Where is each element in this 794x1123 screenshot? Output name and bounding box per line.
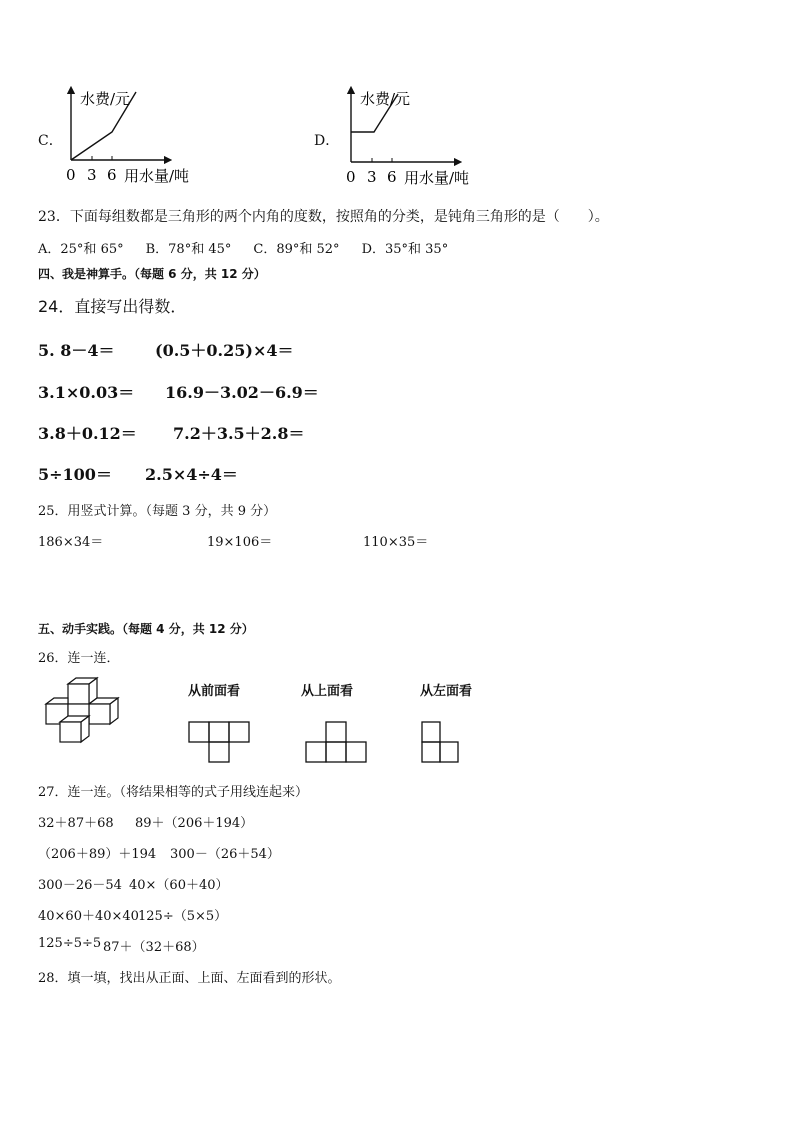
q28-stem: 28．填一填，找出从正面、上面、左面看到的形状。 xyxy=(38,971,341,986)
x-axis-label: 用水量/吨 xyxy=(404,169,470,187)
q27-r3-left: 300－26－54 xyxy=(38,878,122,893)
y-axis-label: 水费/元 xyxy=(80,90,131,108)
q23-option-d: D．35°和 35° xyxy=(361,242,449,257)
view-label-left: 从左面看 xyxy=(420,684,473,699)
q23-options xyxy=(38,238,448,257)
q27-r4-right: 125÷（5×5） xyxy=(138,909,228,924)
q27-stem: 27．连一连。（将结果相等的式子用线连起来） xyxy=(38,785,309,800)
q24-r3-left: 3.8＋0.12＝ xyxy=(38,424,137,443)
q24-stem: 24．直接写出得数． xyxy=(38,297,187,316)
q26-stem: 26．连一连． xyxy=(38,651,120,666)
q24-r4-right: 2.5×4÷4＝ xyxy=(145,465,238,484)
q25-item-3: 110×35＝ xyxy=(363,535,429,550)
y-axis-label: 水费/元 xyxy=(360,90,411,108)
option-c-graph xyxy=(60,84,220,190)
option-d-graph xyxy=(340,84,500,190)
tick-label-3: 3 xyxy=(367,168,377,186)
top-view-shape xyxy=(303,719,373,767)
q24-r1-left: 5. 8－4＝ xyxy=(38,341,115,360)
q25-stem: 25．用竖式计算。（每题 3 分，共 9 分） xyxy=(38,504,277,519)
front-view-shape xyxy=(186,719,256,767)
q23-option-c: C．89°和 52° xyxy=(253,242,340,257)
tick-label-6: 6 xyxy=(107,166,117,184)
tick-label-6: 6 xyxy=(387,168,397,186)
view-label-top: 从上面看 xyxy=(301,684,354,699)
q27-r1-left: 32＋87＋68 xyxy=(38,816,114,831)
q23-stem: 23．下面每组数都是三角形的两个内角的度数，按照角的分类，是钝角三角形的是（ ）。 xyxy=(38,209,609,225)
q27-r4-left: 40×60＋40×40 xyxy=(38,909,139,924)
q24-r3-right: 7.2＋3.5＋2.8＝ xyxy=(173,424,305,443)
q25-item-2: 19×106＝ xyxy=(207,535,273,550)
q23-option-b: B．78°和 45° xyxy=(145,242,232,257)
q27-r2-left: （206＋89）＋194 xyxy=(38,847,157,862)
q24-r2-right: 16.9－3.02－6.9＝ xyxy=(165,383,319,402)
q27-r2-right: 300－（26＋54） xyxy=(170,847,280,862)
left-view-shape xyxy=(419,719,469,767)
q24-r1-right: (0.5＋0.25)×4＝ xyxy=(155,341,294,360)
cube-stack-figure xyxy=(42,676,134,746)
tick-label-0: 0 xyxy=(346,168,356,186)
q25-item-1: 186×34＝ xyxy=(38,535,104,550)
view-label-front: 从前面看 xyxy=(188,684,241,699)
q23-option-a: A．25°和 65° xyxy=(38,242,124,257)
tick-label-0: 0 xyxy=(66,166,76,184)
q27-r5-left: 125÷5÷5 xyxy=(38,936,102,951)
q27-r5-right: 87＋（32＋68） xyxy=(103,940,205,955)
section-4-title: 四、我是神算手。（每题 6 分，共 12 分） xyxy=(38,267,266,281)
option-d-letter: D． xyxy=(314,133,340,149)
x-axis-label: 用水量/吨 xyxy=(124,167,190,185)
tick-label-3: 3 xyxy=(87,166,97,184)
q24-r2-left: 3.1×0.03＝ xyxy=(38,383,135,402)
section-5-title: 五、动手实践。（每题 4 分，共 12 分） xyxy=(38,622,254,636)
option-c-letter: C． xyxy=(38,133,63,149)
q27-r3-right: 40×（60＋40） xyxy=(129,878,229,893)
q24-r4-left: 5÷100＝ xyxy=(38,465,112,484)
q27-r1-right: 89＋（206＋194） xyxy=(135,816,254,831)
